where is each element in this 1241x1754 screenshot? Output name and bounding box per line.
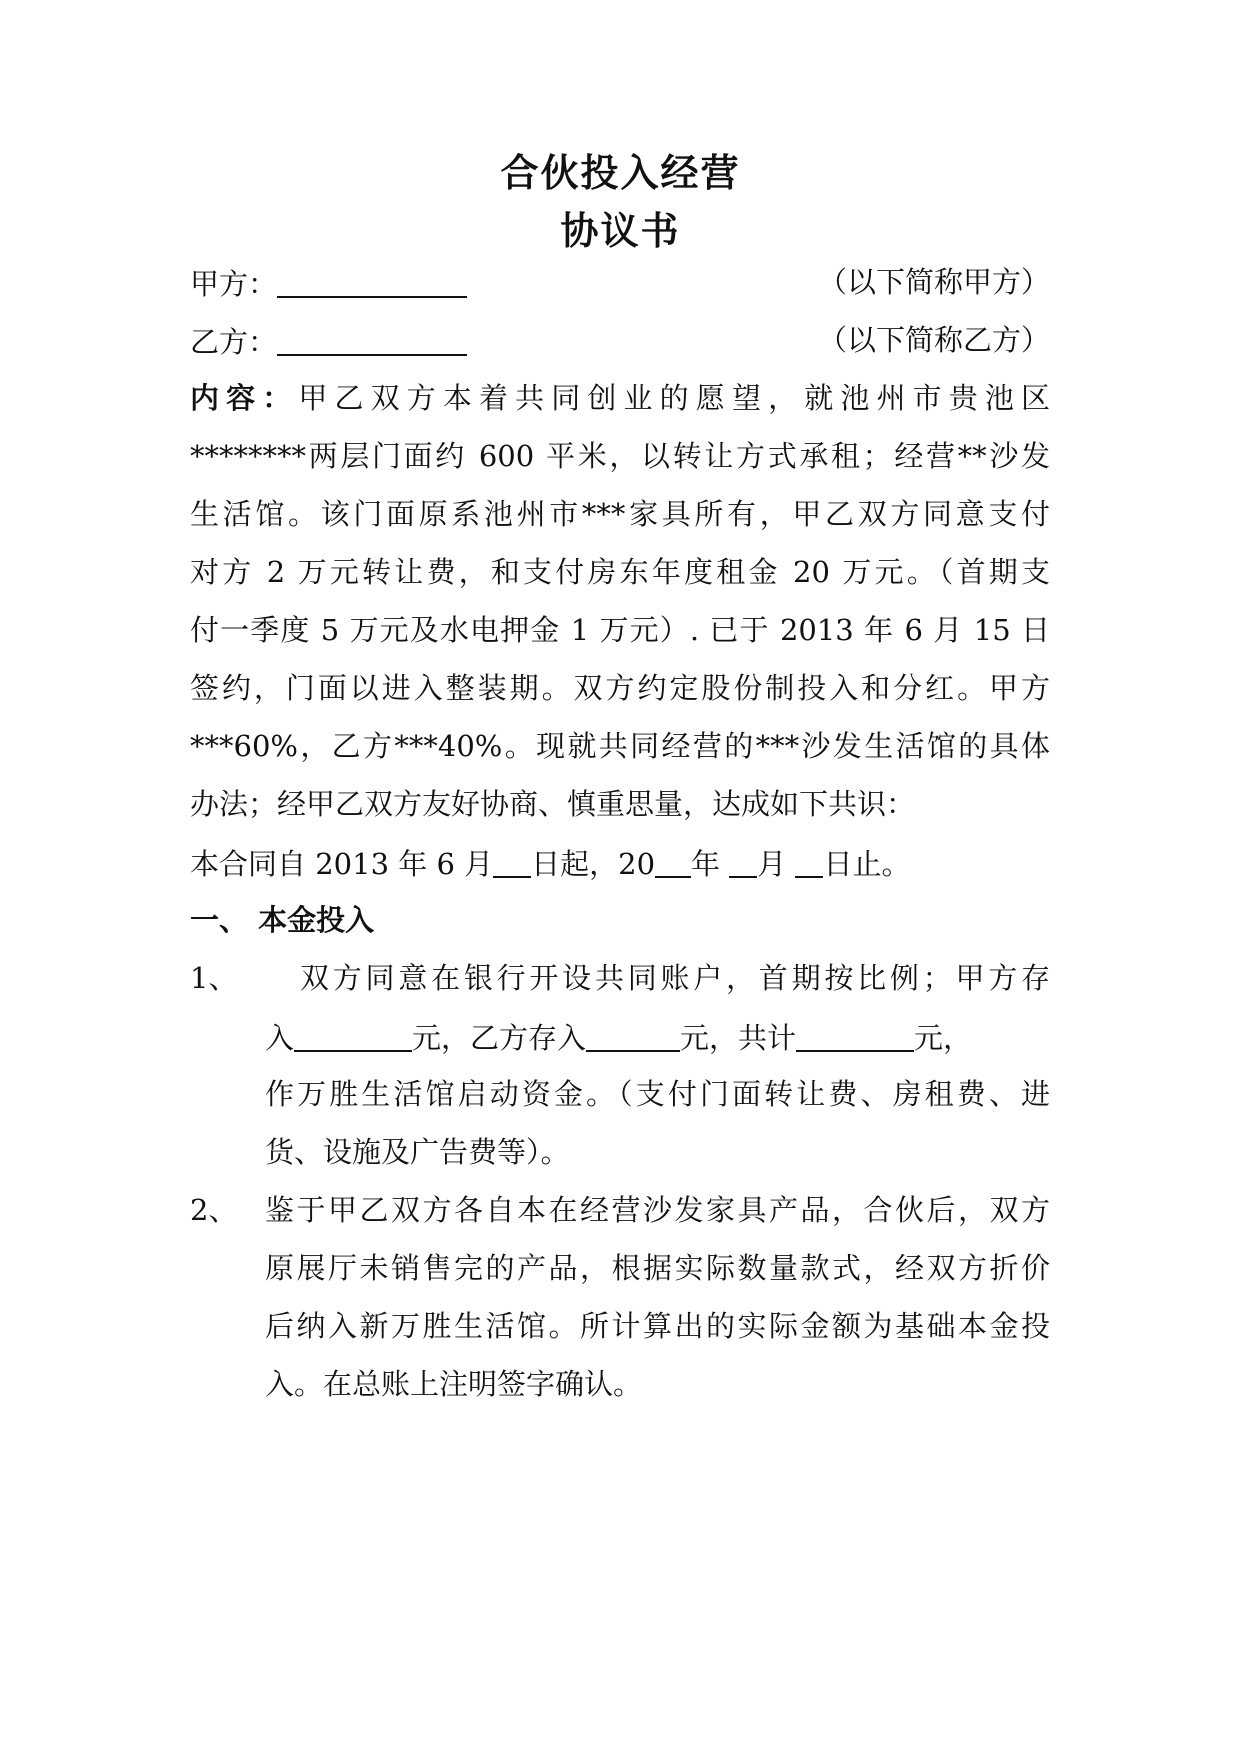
item1-text: 元，乙方存入 — [412, 1021, 587, 1055]
total-deposit-blank[interactable] — [796, 1020, 914, 1052]
party-b-note: （以下简称乙方） — [817, 323, 1050, 357]
content-line: 签约，门面以进入整装期。双方约定股份制投入和分红。甲方 — [190, 671, 1050, 705]
item1-line4: 货、设施及广告费等）。 — [265, 1135, 570, 1169]
item1-line1: 双方同意在银行开设共同账户，首期按比例；甲方存 — [300, 961, 1050, 995]
item1-text: 元，共计 — [680, 1021, 797, 1055]
term-end-day-blank[interactable] — [795, 846, 823, 878]
item2-line: 入。在总账上注明签字确认。 — [265, 1367, 643, 1401]
content-line: ********两层门面约 600 平米，以转让方式承租；经营**沙发 — [190, 439, 1050, 473]
party-b-row — [190, 320, 1050, 362]
party-a-label: 甲方： — [190, 267, 278, 301]
term-text: 本合同自 2013 年 6 月 — [190, 847, 494, 881]
item1-line3: 作万胜生活馆启动资金。（支付门面转让费、房租费、进 — [265, 1077, 1050, 1111]
party-a-deposit-blank[interactable] — [294, 1020, 412, 1052]
content-label: 内容： — [190, 381, 299, 415]
item1-text: 入 — [265, 1021, 295, 1055]
item1-text: 元， — [914, 1021, 973, 1055]
section-heading: 一、 本金投入 — [190, 903, 375, 937]
item-number: 2、 — [190, 1193, 238, 1227]
content-line — [190, 378, 1050, 418]
document-title-line1: 合伙投入经营 — [500, 150, 741, 195]
term-text: 月 — [757, 847, 796, 881]
term-end-year-blank[interactable] — [655, 846, 691, 878]
item2-line: 鉴于甲乙双方各自本在经营沙发家具产品，合伙后，双方 — [265, 1193, 1050, 1227]
item2-line: 后纳入新万胜生活馆。所计算出的实际金额为基础本金投 — [265, 1309, 1050, 1343]
term-end-month-blank[interactable] — [729, 846, 757, 878]
content-text: 甲乙双方本着共同创业的愿望，就池州市贵池区 — [298, 381, 1050, 415]
party-a-blank[interactable] — [277, 266, 467, 298]
content-line: 对方 2 万元转让费，和支付房东年度租金 20 万元。（首期支 — [190, 555, 1050, 589]
content-line: 办法；经甲乙双方友好协商、慎重思量，达成如下共识： — [190, 787, 916, 821]
item2-line: 原展厅未销售完的产品，根据实际数量款式，经双方折价 — [265, 1251, 1050, 1285]
document-title-line2: 协议书 — [560, 208, 681, 253]
item1-line2 — [265, 1016, 1050, 1058]
term-line — [190, 842, 1050, 884]
party-a-note: （以下简称甲方） — [817, 265, 1050, 299]
party-b-label: 乙方： — [190, 325, 278, 359]
content-line: 付一季度 5 万元及水电押金 1 万元）. 已于 2013 年 6 月 15 日 — [190, 613, 1050, 647]
party-a-row — [190, 262, 1050, 304]
term-text: 日止。 — [823, 847, 911, 881]
content-line: 生活馆。该门面原系池州市***家具所有，甲乙双方同意支付 — [190, 497, 1050, 531]
item-number: 1、 — [190, 961, 238, 995]
term-text: 日起，20 — [531, 847, 656, 881]
term-text: 年 — [691, 847, 730, 881]
party-b-deposit-blank[interactable] — [586, 1020, 680, 1052]
content-line: ***60%，乙方***40%。现就共同经营的***沙发生活馆的具体 — [190, 729, 1050, 763]
party-b-blank[interactable] — [277, 324, 467, 356]
term-start-day-blank[interactable] — [493, 846, 531, 878]
